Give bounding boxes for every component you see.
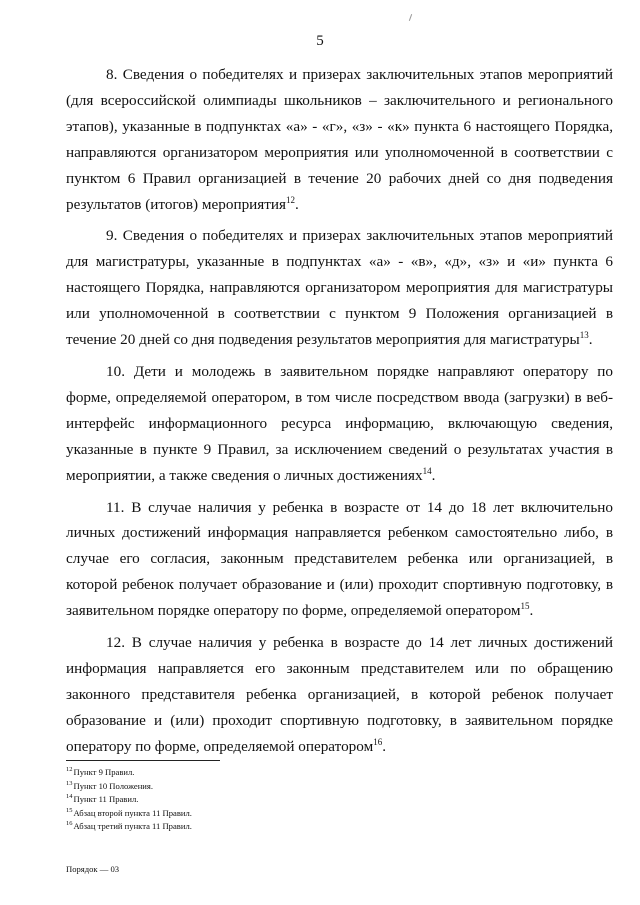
paragraph-tail: .: [295, 195, 299, 213]
footnote-number: 13: [66, 779, 73, 787]
footnote-item: [66, 820, 366, 834]
footnote-ref[interactable]: 12: [286, 194, 296, 205]
footnotes: [66, 766, 366, 834]
footnote-divider: [66, 760, 220, 761]
paragraph-tail: .: [588, 331, 593, 349]
paragraph-8: [66, 62, 613, 217]
paragraph-12: [66, 630, 613, 760]
paragraph-text: 10. Дети и молодежь в заявительном порядке направляют оператору по форме, определяемой оператором, в том числе посредством ввода (загрузки) в веб-интерфейс информационного ресурса информацию, включающую сведения, указанные в пункте 9 Правил, за исключением сведений о результатах участия в мероприятии, а также сведения о личных достижениях: [66, 362, 613, 484]
paragraph-tail: .: [382, 737, 386, 755]
footnote-text: Абзац второй пункта 11 Правил.: [73, 807, 192, 818]
paragraph-11: [66, 495, 613, 625]
paragraph-text: 12. В случае наличия у ребенка в возрасте до 14 лет личных достижений информация направляется его законным представителем или по обращению законного представителя ребенка организацией, в которой ребенок получает образование и (или) проходит спортивную подготовку, в заявительном порядке оператору по форме, определяемой оператором: [66, 634, 613, 755]
paragraph-9: [66, 223, 613, 353]
footnote-number: 12: [66, 766, 73, 773]
paragraph-text: 11. В случае наличия у ребенка в возрасте от 14 до 18 лет включительно личных достижений информация направляется ребенком самостоятельно либо, в случае его согласия, законным представителем ребенка или организацией, в которой ребенок получает образование и (или) проходит спортивную подготовку, в заявительном порядке оператору по форме, определяемой оператором: [66, 498, 613, 620]
page-number: 5: [316, 33, 324, 49]
paragraph-tail: .: [431, 466, 436, 484]
footnote-text: Абзац третий пункта 11 Правил.: [73, 821, 192, 832]
footnote-item: [66, 793, 366, 807]
scan-artifact: [409, 14, 412, 21]
footnote-number: 15: [66, 806, 73, 814]
footnote-number: 16: [66, 820, 73, 828]
footnote-item: [66, 807, 366, 821]
page-footer: Порядок — 03: [66, 864, 120, 874]
footnote-item: [66, 766, 366, 780]
footnote-item: [66, 780, 366, 794]
footnote-text: Пункт 10 Положения.: [73, 780, 154, 791]
document-body: [66, 62, 613, 766]
footnote-text: Пункт 9 Правил.: [73, 767, 135, 777]
paragraph-text: 9. Сведения о победителях и призерах заключительных этапов мероприятий для магистратуры, указанные в подпунктах «а» - «в», «д», «з» и «и» пункта 6 настоящего Порядка, направляются организатором мероприятия для магистратуры или уполномоченной в соответствии с пунктом 9 Положения организацией в течение 20 дней со дня подведения результатов мероприятия для магистратуры: [66, 227, 613, 349]
footnote-ref[interactable]: 14: [422, 465, 432, 476]
footnote-text: Пункт 11 Правил.: [73, 794, 139, 805]
footnote-ref[interactable]: 15: [520, 601, 530, 612]
paragraph-10: [66, 359, 613, 489]
paragraph-text: 8. Сведения о победителях и призерах заключительных этапов мероприятий (для всероссийской олимпиады школьников – заключительного и регионального этапов), указанные в подпунктах «а» - «г», «з» - «к» пункта 6 настоящего Порядка, направляются организатором мероприятия или уполномоченной в соответствии с пунктом 6 Правил организацией в течение 20 рабочих дней со дня подведения результатов (итогов) мероприятия: [66, 66, 613, 213]
footnote-number: 14: [66, 793, 73, 801]
paragraph-tail: .: [529, 602, 534, 620]
footnote-ref[interactable]: 13: [579, 330, 589, 341]
footnote-ref[interactable]: 16: [373, 736, 383, 747]
